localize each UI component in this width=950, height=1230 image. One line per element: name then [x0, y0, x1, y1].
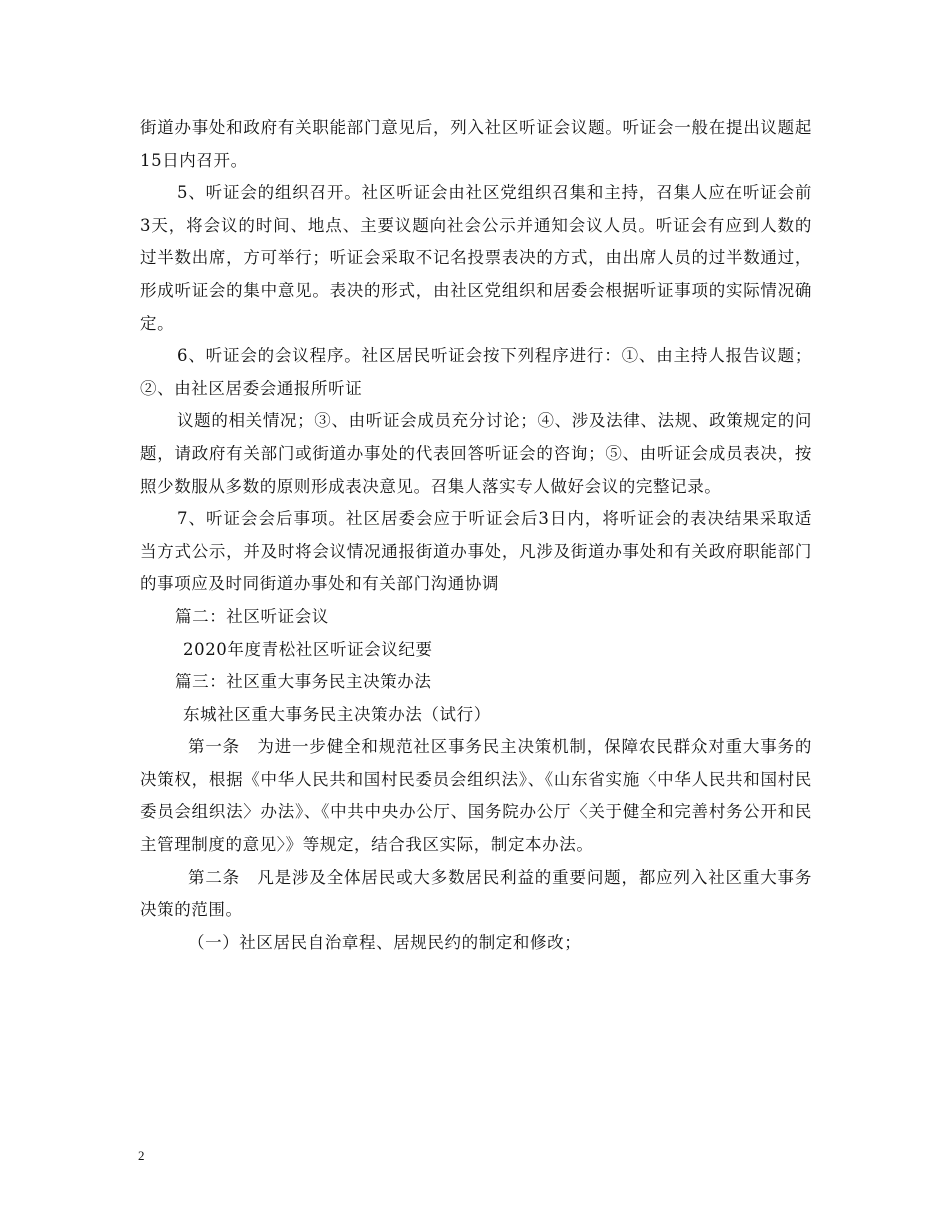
- meeting-minutes-title: 2020年度青松社区听证会议纪要: [183, 639, 433, 659]
- paragraph-item-7: 7、听证会会后事项。社区居委会应于听证会后3日内，将听证会的表决结果采取适当方式公示，并及时将会议情况通报街道办事处，凡涉及街道办事处和有关政府职能部门的事项应及时同街道办事处和有关部门沟通协调: [140, 509, 812, 594]
- article-1: 第一条 为进一步健全和规范社区事务民主决策机制，保障农民群众对重大事务的决策权，根据《中华人民共和国村民委员会组织法》、《山东省实施〈中华人民共和国村民委员会组织法〉办法》、《中共中央办公厅、国务院办公厅〈关于健全和完善村务公开和民主管理制度的意见〉》等规定，结合我区实际，制定本办法。: [140, 737, 812, 855]
- paragraph-item-6: 6、听证会的会议程序。社区居民听证会按下列程序进行：①、由主持人报告议题；②、由社区居委会通报所听证: [140, 346, 812, 398]
- paragraph-item-6-continued: 议题的相关情况；③、由听证会成员充分讨论；④、涉及法律、法规、政策规定的问题，请政府有关部门或街道办事处的代表回答听证会的咨询；⑤、由听证会成员表决，按照少数服从多数的原则形成表决意见。召集人落实专人做好会议的完整记录。: [140, 411, 812, 496]
- page-number: 2: [138, 1148, 145, 1163]
- article-2: 第二条 凡是涉及全体居民或大多数居民利益的重要问题，都应列入社区重大事务决策的范围。: [140, 867, 812, 920]
- document-page: [140, 112, 812, 959]
- paragraph-continuation: 街道办事处和政府有关职能部门意见后，列入社区听证会议题。听证会一般在提出议题起15日内召开。: [140, 118, 812, 170]
- paragraph-item-5: 5、听证会的组织召开。社区听证会由社区党组织召集和主持，召集人应在听证会前3天，将会议的时间、地点、主要议题向社会公示并通知会议人员。听证会有应到人数的过半数出席，方可举行；听证会采取不记名投票表决的方式，由出席人员的过半数通过，形成听证会的集中意见。表决的形式，由社区党组织和居委会根据听证事项的实际情况确定。: [140, 183, 812, 333]
- section-heading-part-3: 篇三：社区重大事务民主决策办法: [175, 672, 432, 692]
- article-2-item-1: （一）社区居民自治章程、居规民约的制定和修改；: [188, 932, 582, 952]
- section-heading-part-2: 篇二：社区听证会议: [175, 606, 329, 626]
- measures-title: 东城社区重大事务民主决策办法（试行）: [183, 704, 491, 724]
